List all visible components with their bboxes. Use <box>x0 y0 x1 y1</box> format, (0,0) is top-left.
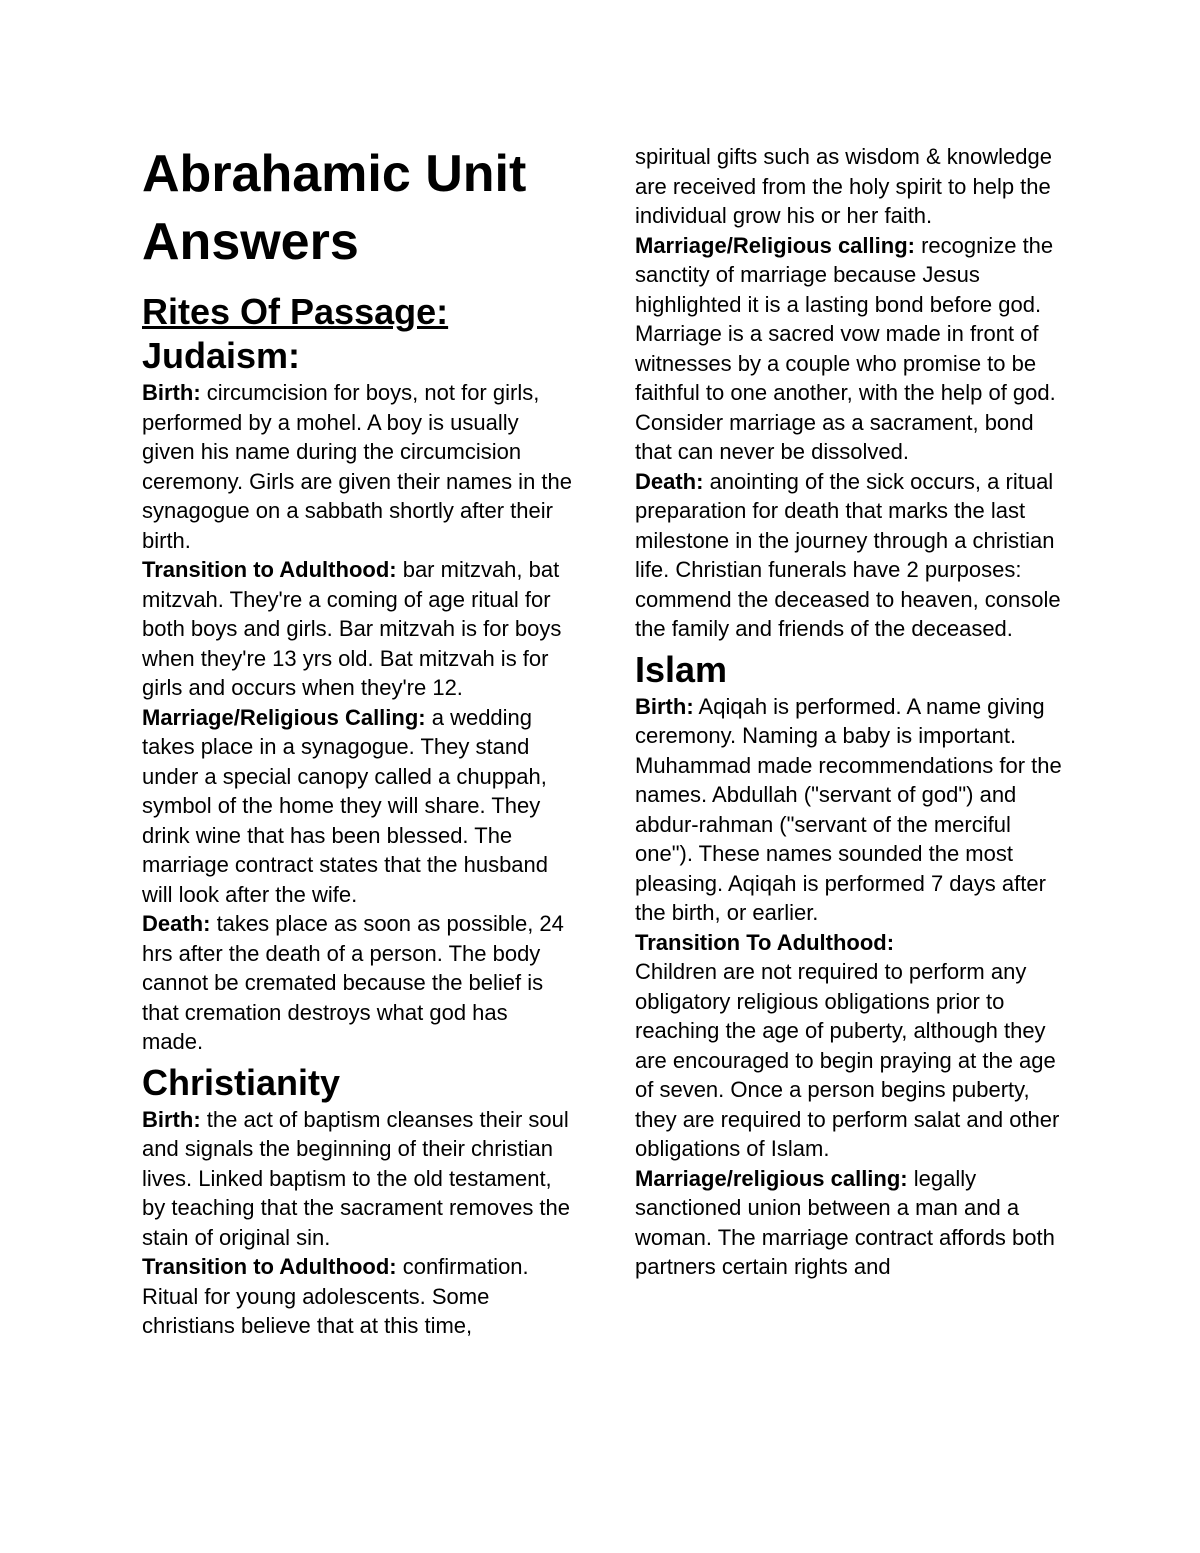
title-line-1: Abrahamic Unit <box>142 145 527 203</box>
christianity-heading: Christianity <box>142 1061 341 1103</box>
judaism-marriage-text: a wedding takes place in a synagogue. They stand under a special canopy called a chuppah, symbol of the home they will share. They drink wine that has been blessed. The marriage contract states that the husband will look after the wife. <box>142 704 549 907</box>
christianity-adulthood-continued: spiritual gifts such as wisdom & knowledge are received from the holy spirit to help the individual grow his or her faith. <box>635 144 1052 228</box>
islam-marriage <box>635 1164 1065 1282</box>
judaism-birth <box>142 378 574 555</box>
christianity-marriage <box>635 231 1065 467</box>
christianity-marriage-text: recognize the sanctity of marriage because Jesus highlighted it is a lasting bond before god. Marriage is a sacred vow made in front of witnesses by a couple who promise to be faithful to one another, with the help of god. Consider marriage as a sacrament, bond that can never be dissolved. <box>635 232 1056 464</box>
judaism-death-label: Death: <box>142 911 211 936</box>
islam-birth-label: Birth: <box>635 693 694 719</box>
christianity-birth <box>142 1105 574 1253</box>
islam-birth-text: Aqiqah is performed. A name giving ceremony. Naming a baby is important. Muhammad made recommendations for the names. Abdullah ("servant of god") and abdur-rahman ("servant of the merciful one"). These names sounded the most pleasing. Aqiqah is performed 7 days after the birth, or earlier. <box>635 693 1062 925</box>
christianity-adulthood-label: Transition to Adulthood: <box>142 1254 397 1279</box>
right-column <box>635 142 1065 1282</box>
left-column <box>142 140 574 1341</box>
islam-adulthood <box>635 928 1065 1164</box>
judaism-heading: Judaism: <box>142 335 301 376</box>
judaism-adulthood-text: bar mitzvah, bat mitzvah. They're a coming of age ritual for both boys and girls. Bar mitzvah is for boys when they're 13 yrs old. Bat mitzvah is for girls and occurs when they're 12. <box>142 557 562 700</box>
islam-heading: Islam <box>635 648 728 690</box>
islam-adulthood-label: Transition To Adulthood: <box>635 929 895 955</box>
christianity-birth-text: the act of baptism cleanses their soul and signals the beginning of their christian lives. Linked baptism to the old testament, by teaching that the sacrament removes the stain of original sin. <box>142 1106 571 1250</box>
judaism-marriage <box>142 703 574 910</box>
islam-adulthood-text: Children are not required to perform any obligatory religious obligations prior to reaching the age of puberty, although they are encouraged to begin praying at the age of seven. Once a person begins puberty, they are required to perform salat and other obligations of Islam. <box>635 959 1060 1161</box>
judaism-death <box>142 909 574 1057</box>
christianity-birth-label: Birth: <box>142 1106 201 1132</box>
judaism-adulthood-label: Transition to Adulthood: <box>142 557 397 582</box>
christianity-death <box>635 467 1065 644</box>
christianity-adulthood-text: confirmation. Ritual for young adolescents. Some christians believe that at this time, <box>142 1254 529 1338</box>
islam-birth <box>635 692 1065 928</box>
judaism-adulthood <box>142 555 574 703</box>
document-title <box>142 140 574 276</box>
judaism-birth-label: Birth: <box>142 380 201 405</box>
islam-marriage-text: legally sanctioned union between a man and a woman. The marriage contract affords both partners certain rights and <box>635 1165 1055 1279</box>
christianity-death-label: Death: <box>635 468 704 494</box>
christianity-death-text: anointing of the sick occurs, a ritual preparation for death that marks the last milestone in the journey through a christian life. Christian funerals have 2 purposes: commend the deceased to heaven, console the family and friends of the deceased. <box>635 468 1061 641</box>
judaism-birth-text: circumcision for boys, not for girls, performed by a mohel. A boy is usually given his name during the circumcision ceremony. Girls are given their names in the synagogue on a sabbath shortly after their birth. <box>142 380 572 553</box>
islam-marriage-label: Marriage/religious calling: <box>635 1165 908 1191</box>
christianity-marriage-label: Marriage/Religious calling: <box>635 232 915 258</box>
christianity-adulthood <box>142 1252 574 1341</box>
rites-of-passage-heading: Rites Of Passage: <box>142 291 449 332</box>
judaism-death-text: takes place as soon as possible, 24 hrs after the death of a person. The body cannot be cremated because the belief is that cremation destroys what god has made. <box>142 911 564 1054</box>
title-line-2: Answers <box>142 213 359 271</box>
judaism-marriage-label: Marriage/Religious Calling: <box>142 704 426 730</box>
